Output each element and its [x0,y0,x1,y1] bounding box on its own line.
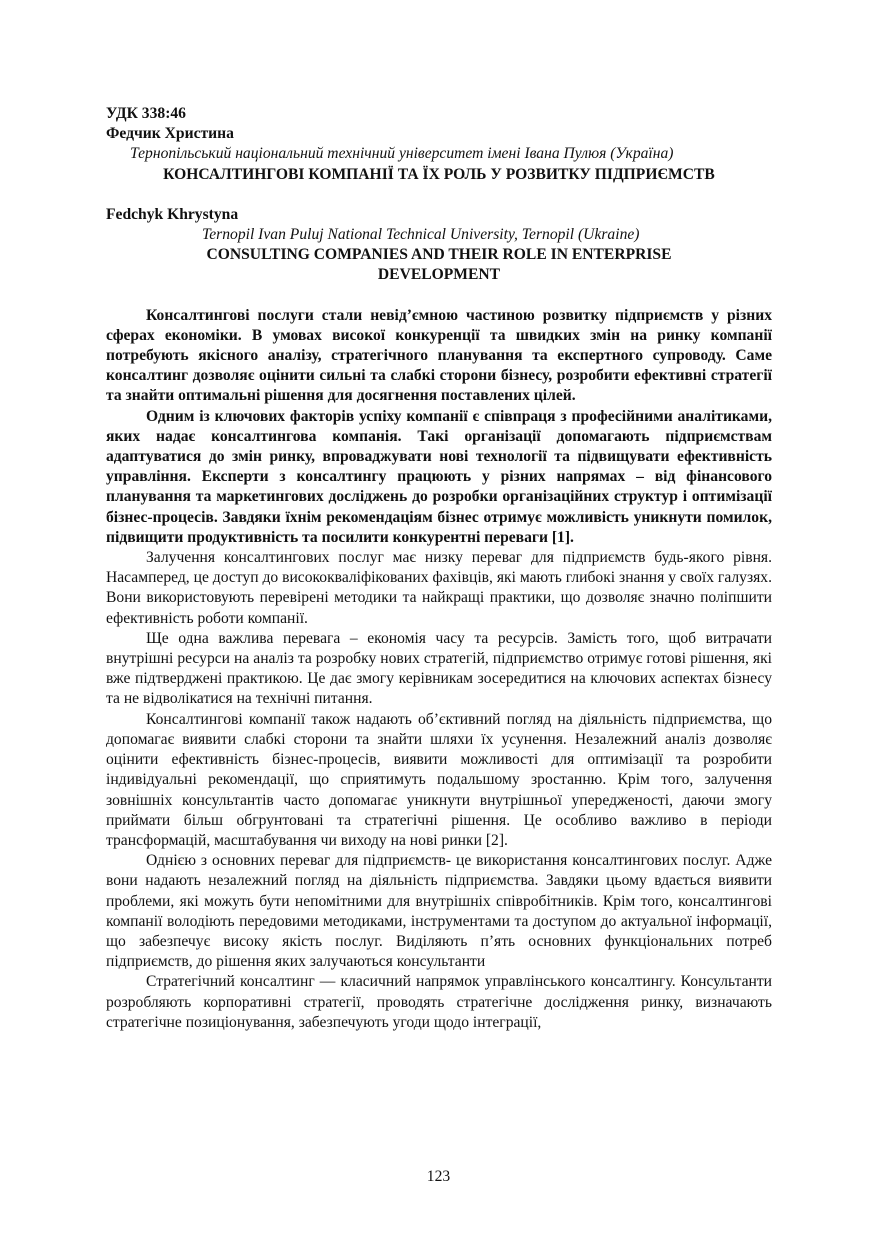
body-paragraph-3: Залучення консалтингових послуг має низку переваг для підприємств будь-якого рівня. Насамперед, це доступ до висококваліфікованих фахівців, які мають глибокі знання у своїх галузях. Вони використовують перевірені методики та найкращі практики, що дозволяє значно поліпшити ефективність роботи компанії. [106,549,772,627]
abstract-paragraph-1: Консалтингові послуги стали невід’ємною частиною розвитку підприємств у різних сферах економіки. В умовах високої конкуренції та швидких змін на ринку компанії потребують якісного аналізу, стратегічного планування та експертного супроводу. Саме консалтинг дозволяє оцінити сильні та слабкі сторони бізнесу, розробити ефективні стратегії та знайти оптимальні рішення для досягнення поставлених цілей. [106,306,772,405]
affiliation-en: Ternopil Ivan Puluj National Technical University, Ternopil (Ukraine) [202,226,640,244]
body-paragraph-5: Консалтингові компанії також надають об’єктивний погляд на діяльність підприємства, що допомагає виявити слабкі сторони та знайти шляхи їх усунення. Незалежний аналіз дозволяє оцінити ефективність бізнес-процесів, виявити можливості для оптимізації та розробити індивідуальні рекомендації, що сприятимуть подальшому зростанню. Крім того, залучення зовнішніх консультантів часто допомагає уникнути внутрішньої упередженості, даючи змогу приймати більш обгрунтовані та стратегічні рішення. Це особливо важливо в періоди трансформацій, масштабування чи виходу на нові ринки [2]. [106,710,772,849]
document-page [106,104,772,1033]
author-en: Fedchyk Khrystyna [106,205,239,223]
body-paragraph-4: Ще одна важлива перевага – економія часу та ресурсів. Замість того, щоб витрачати внутрішні ресурси на аналіз та розробку нових стратегій, підприємство отримує готові рішення, які вже підтверджені практикою. Це дає змогу керівникам зосередитися на ключових аспектах бізнесу та не відволікатися на технічні питання. [106,629,772,708]
body-paragraph-6: Однією з основних переваг для підприємств- це використання консалтингових послуг. Адже вони надають незалежний погляд на діяльність підприємства. Завдяки цьому вдається виявити проблеми, які можуть бути непомітними для внутрішніх співробітників. Крім того, консалтингові компанії володіють передовими методиками, інструментами та доступом до актуальної інформації, що забезпечує високу якість послуг. Виділяють п’ять основних функціональних потреб підприємств, до рішення яких залучаються консультанти [106,852,772,971]
udk-code: УДК 338:46 [106,105,186,122]
title-en-line1: CONSULTING COMPANIES AND THEIR ROLE IN ENTERPRISE [206,246,672,264]
spacer [106,185,772,205]
spacer [106,286,772,306]
title-en-line2: DEVELOPMENT [377,266,501,284]
abstract-paragraph-2: Одним із ключових факторів успіху компанії є співпраця з професійними аналітиками, яких надає консалтингова компанія. Такі організації допомагають підприємствам адаптуватися до змін ринку, впроваджувати нові технології та підвищувати ефективність управління. Експерти з консалтингу працюють у різних напрямах – від фінансового планування та маркетингових досліджень до розробки організаційних структур і оптимізації бізнес-процесів. Завдяки їхнім рекомендаціям бізнес отримує можливість уникнути помилок, підвищити продуктивність та посилити конкурентні переваги [1]. [106,407,772,546]
title-ua: КОНСАЛТИНГОВІ КОМПАНІЇ ТА ЇХ РОЛЬ У РОЗВИТКУ ПІДПРИЄМСТВ [163,165,715,183]
affiliation-ua: Тернопільський національний технічний університет імені Івана Пулюя (Україна) [130,145,674,163]
body-paragraph-7: Стратегічний консалтинг — класичний напрямок управлінського консалтингу. Консультанти розробляють корпоративні стратегії, проводять стратегічне дослідження ринку, визначають стратегічне позиціонування, забезпечують угоди щодо інтеграції, [106,973,772,1031]
author-ua: Федчик Христина [106,125,234,143]
page-number: 123 [426,1168,451,1185]
